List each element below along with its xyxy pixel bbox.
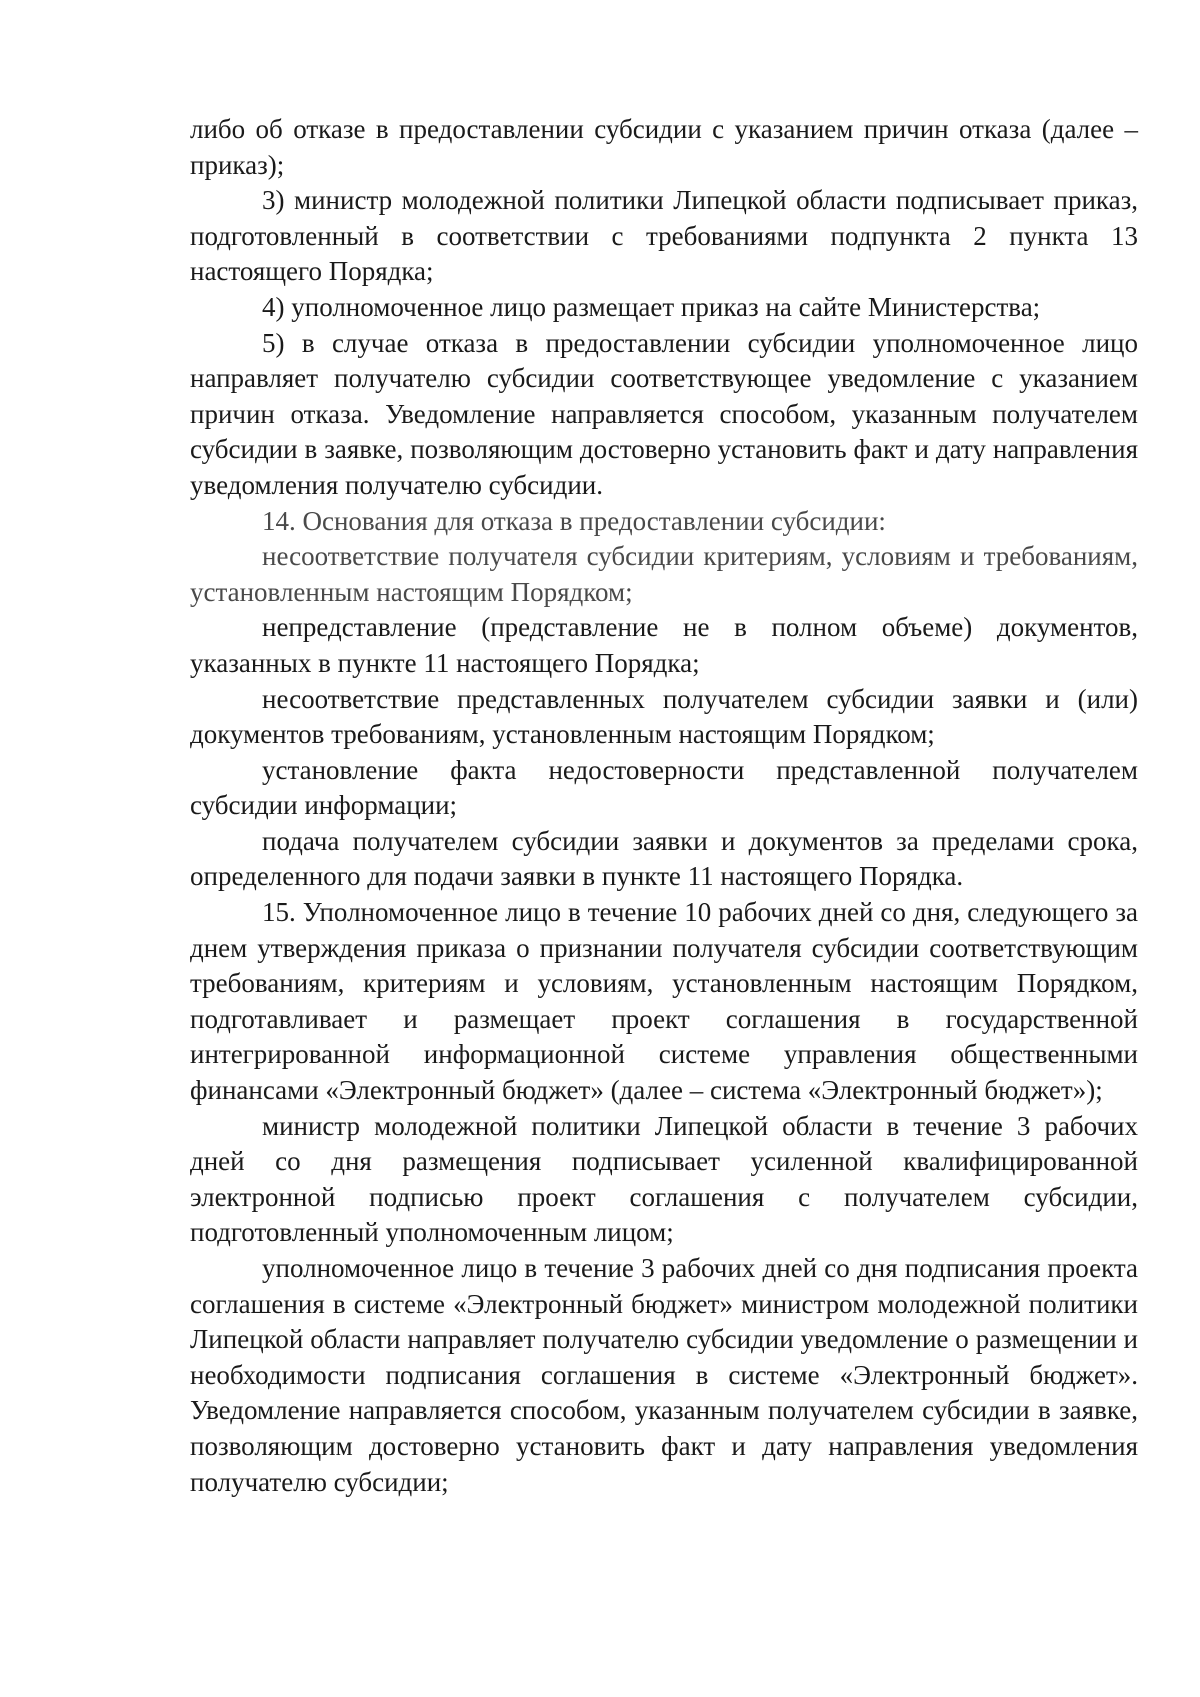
paragraph-item-5: 5) в случае отказа в предоставлении субсидии уполномоченное лицо направляет получателю субсидии соответствующее уведомление с указанием причин отказа. Уведомление направляется способом, указанным получателем субсидии в заявке, позволяющим достоверно установить факт и дату направления уведомления получателю субсидии. <box>190 327 1138 500</box>
section-15-paragraph: 15. Уполномоченное лицо в течение 10 рабочих дней со дня, следующего за днем утверждения приказа о признании получателя субсидии соответствующим требованиям, критериям и условиям, установленным настоящим Порядком, подготавливает и размещает проект соглашения в государственной интегрированной информационной системе управления общественными финансами «Электронный бюджет» (далее – система «Электронный бюджет»); <box>190 897 1138 1106</box>
refusal-ground-1: несоответствие получателя субсидии критериям, условиям и требованиям, установленным настоящим Порядком; <box>190 541 1138 607</box>
refusal-ground-4: установление факта недостоверности представленной получателем субсидии информации; <box>190 754 1138 821</box>
paragraph-item-4: 4) уполномоченное лицо размещает приказ на сайте Министерства; <box>262 291 1041 322</box>
paragraph-continuation: либо об отказе в предоставлении субсидии с указанием причин отказа (далее – приказ); <box>190 114 1138 180</box>
refusal-ground-2: непредставление (представление не в полном объеме) документов, указанных в пункте 11 настоящего Порядка; <box>190 612 1138 678</box>
document-page <box>190 112 1138 1500</box>
minister-signing-paragraph: министр молодежной политики Липецкой области в течение 3 рабочих дней со дня размещения подписывает усиленной квалифицированной электронной подписью проект соглашения с получателем субсидии, подготовленный уполномоченным лицом; <box>190 1110 1138 1248</box>
refusal-ground-5: подача получателем субсидии заявки и документов за пределами срока, определенного для подачи заявки в пункте 11 настоящего Порядка. <box>190 825 1138 892</box>
paragraph-item-3: 3) министр молодежной политики Липецкой области подписывает приказ, подготовленный в соответствии с требованиями подпункта 2 пункта 13 настоящего Порядка; <box>190 185 1138 287</box>
notification-paragraph: уполномоченное лицо в течение 3 рабочих дней со дня подписания проекта соглашения в системе «Электронный бюджет» министром молодежной политики Липецкой области направляет получателю субсидии уведомление о размещении и необходимости подписания соглашения в системе «Электронный бюджет». Уведомление направляется способом, указанным получателем субсидии в заявке, позволяющим достоверно установить факт и дату направления уведомления получателю субсидии; <box>190 1253 1138 1497</box>
section-14-heading: 14. Основания для отказа в предоставлении субсидии: <box>262 505 886 536</box>
refusal-ground-3: несоответствие представленных получателем субсидии заявки и (или) документов требованиям, установленным настоящим Порядком; <box>190 683 1138 750</box>
